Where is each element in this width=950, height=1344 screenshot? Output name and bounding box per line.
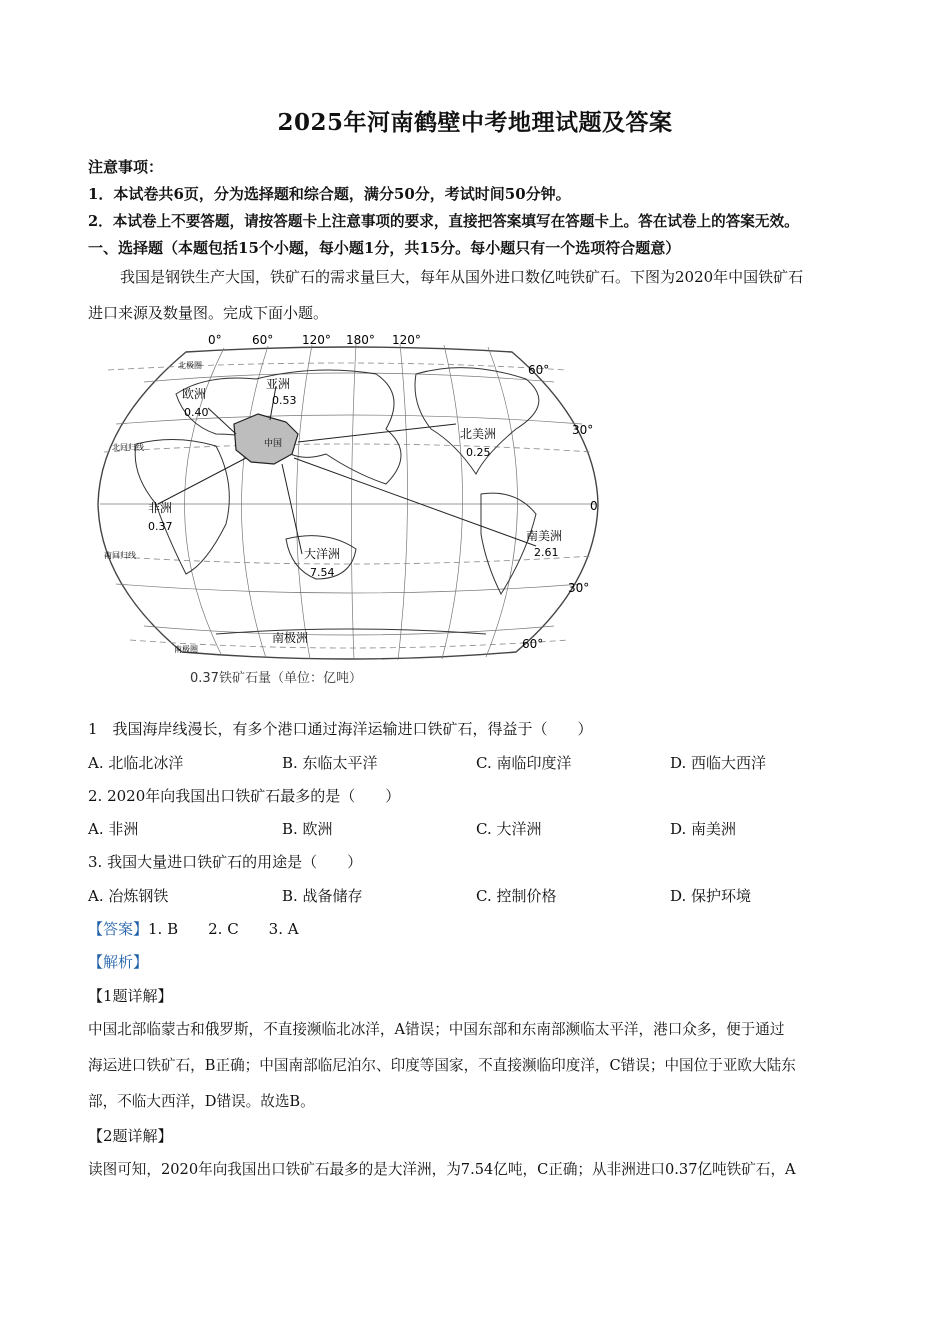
source-europe-name: 欧洲 [182, 387, 207, 401]
parallels [100, 373, 598, 635]
import-arrows [158, 386, 536, 554]
source-southamerica-name: 南美洲 [526, 529, 563, 543]
analysis-tag: 【解析】 [88, 953, 149, 971]
question-3-option-c: C. 控制价格 [476, 887, 557, 905]
detail-2-heading: 【2题详解】 [88, 1127, 173, 1145]
source-asia-value: 0.53 [272, 394, 297, 407]
question-1-option-b: B. 东临太平洋 [282, 754, 378, 772]
question-1-stem: 1 我国海岸线漫长，有多个港口通过海洋运输进口铁矿石，得益于（ ） [88, 720, 593, 738]
detail-1-line-3: 部，不临大西洋，D错误。故选B。 [88, 1093, 315, 1110]
tropic-lines [104, 363, 592, 648]
question-1-option-a: A. 北临北冰洋 [88, 754, 184, 772]
source-asia-name: 亚洲 [266, 377, 291, 391]
lon-label-60: 60° [252, 334, 274, 347]
iron-ore-import-map [86, 334, 612, 690]
lat-label-30s: 30° [568, 581, 590, 595]
question-1-option-d: D. 西临大西洋 [670, 754, 767, 772]
question-3-option-a: A. 冶炼钢铁 [88, 887, 169, 905]
question-3-option-d: D. 保护环境 [670, 887, 752, 905]
source-africa-name: 非洲 [148, 501, 173, 515]
notice-item-1: 1．本试卷共6页，分为选择题和综合题，满分50分，考试时间50分钟。 [88, 185, 571, 203]
lon-label-180: 180° [346, 334, 375, 347]
china-label: 中国 [264, 439, 283, 449]
answer-text: 1. B 2. C 3. A [148, 920, 299, 938]
question-3-option-b: B. 战备储存 [282, 887, 363, 905]
map-legend: 0.37铁矿石量（单位：亿吨） [190, 671, 362, 686]
lat-label-0: 0 [590, 499, 598, 513]
detail-1-line-1: 中国北部临蒙古和俄罗斯，不直接濒临北冰洋，A错误；中国东部和东南部濒临太平洋，港口众多，便于通过 [88, 1021, 785, 1038]
question-2-option-c: C. 大洋洲 [476, 820, 542, 838]
map-outline [98, 347, 598, 659]
lon-label-0: 0° [208, 334, 222, 347]
question-2-option-a: A. 非洲 [88, 820, 139, 838]
page-title: 2025年河南鹤壁中考地理试题及答案 [277, 109, 673, 136]
source-oceania-name: 大洋洲 [304, 547, 341, 561]
source-oceania-value: 7.54 [310, 566, 335, 579]
notice-item-2: 2．本试卷上不要答题，请按答题卡上注意事项的要求，直接把答案填写在答题卡上。答在试卷上的答案无效。 [88, 213, 799, 230]
detail-1-line-2: 海运进口铁矿石，B正确；中国南部临尼泊尔、印度等国家，不直接濒临印度洋，C错误；中国位于亚欧大陆东 [88, 1057, 796, 1074]
question-1-option-c: C. 南临印度洋 [476, 754, 572, 772]
lon-label-120w: 120° [392, 334, 421, 347]
question-3-stem: 3. 我国大量进口铁矿石的用途是（ ） [88, 853, 363, 871]
source-northamerica-value: 0.25 [466, 446, 491, 459]
meridians [184, 344, 517, 660]
source-africa-value: 0.37 [148, 520, 173, 533]
lon-label-120: 120° [302, 334, 331, 347]
question-2-option-b: B. 欧洲 [282, 820, 333, 838]
lat-label-30n: 30° [572, 423, 594, 437]
intro-line-1: 我国是钢铁生产大国，铁矿石的需求量巨大，每年从国外进口数亿吨铁矿石。下图为2020年中国铁矿石 [120, 268, 804, 286]
antarctica-label: 南极洲 [272, 631, 309, 645]
question-2-option-d: D. 南美洲 [670, 820, 737, 838]
tropic-cancer-label: 北回归线 [112, 443, 144, 452]
arctic-circle-label: 北极圈 [178, 361, 202, 370]
lat-label-60n: 60° [528, 363, 550, 377]
tropic-capricorn-label: 南回归线 [104, 551, 136, 560]
detail-2-line-1: 读图可知，2020年向我国出口铁矿石最多的是大洋洲，为7.54亿吨，C正确；从非洲进口0.37亿吨铁矿石，A [88, 1161, 796, 1178]
answer-line [88, 918, 878, 939]
section-heading: 一、选择题（本题包括15个小题，每小题1分，共15分。每小题只有一个选项符合题意） [88, 239, 681, 257]
notice-heading: 注意事项： [88, 158, 164, 176]
detail-1-heading: 【1题详解】 [88, 987, 173, 1005]
lat-label-60s: 60° [522, 637, 544, 651]
question-2-stem: 2. 2020年向我国出口铁矿石最多的是（ ） [88, 787, 401, 805]
intro-line-2: 进口来源及数量图。完成下面小题。 [88, 304, 329, 322]
answer-tag: 【答案】 [88, 920, 149, 938]
source-southamerica-value: 2.61 [534, 546, 559, 559]
antarctic-circle-label: 南极圈 [174, 645, 198, 654]
source-northamerica-name: 北美洲 [460, 427, 497, 441]
source-europe-value: 0.40 [184, 406, 209, 419]
